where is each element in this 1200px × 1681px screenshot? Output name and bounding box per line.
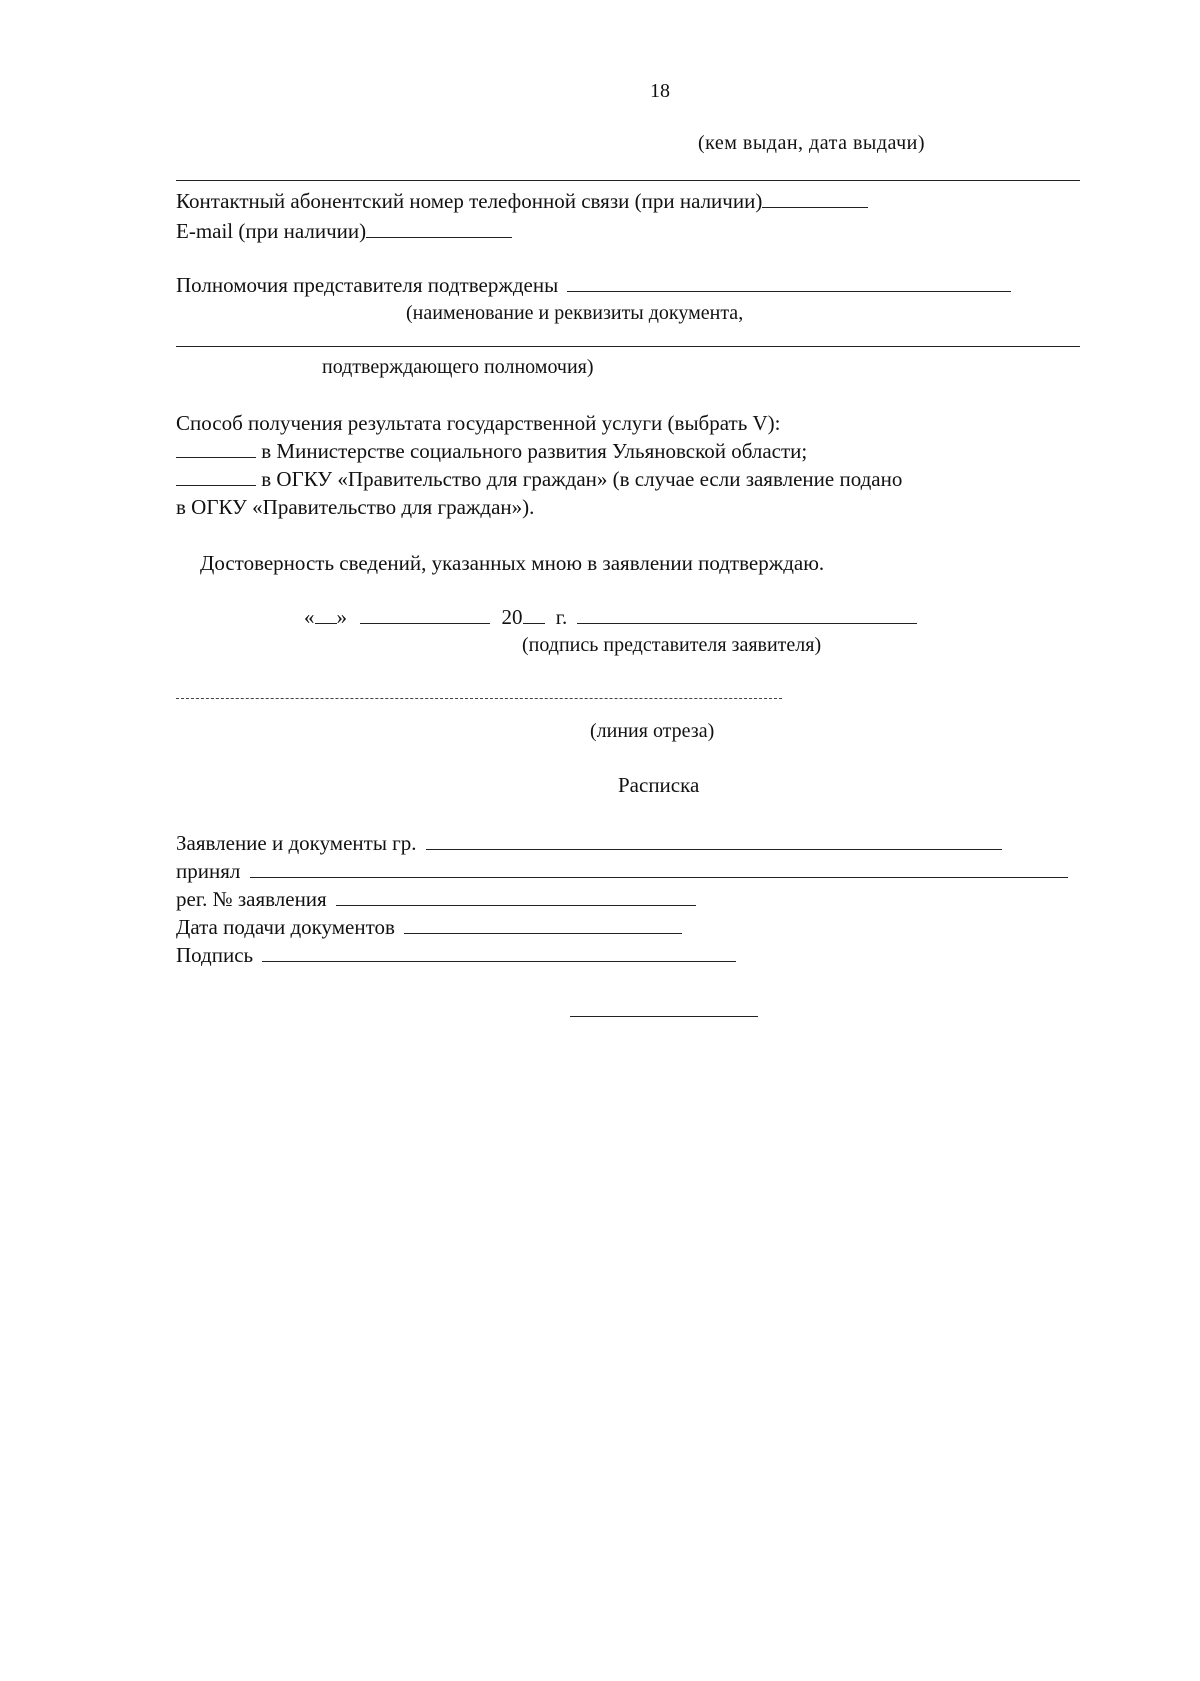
date-year-prefix: 20 [501, 605, 523, 629]
issued-underline [176, 180, 1080, 181]
authority-label [176, 272, 1011, 298]
authority-label-text: Полномочия представителя подтверждены [176, 273, 559, 297]
date-signature-line [304, 604, 917, 630]
receipt-date-field[interactable] [404, 915, 682, 934]
receipt-date-label: Дата подачи документов [176, 915, 395, 939]
cut-line [176, 698, 782, 699]
email-label [176, 218, 512, 244]
receipt-reg-number-label: рег. № заявления [176, 887, 327, 911]
receipt-row-accepted [176, 858, 1068, 884]
email-field[interactable] [366, 219, 512, 238]
method-option-2-continued: в ОГКУ «Правительство для граждан»). [176, 495, 535, 519]
method-option-2 [176, 466, 902, 492]
receipt-row-reg-number [176, 886, 696, 912]
method-option-1 [176, 438, 807, 464]
phone-field[interactable] [762, 189, 868, 208]
date-year-field[interactable] [523, 605, 545, 624]
method-option-1-text: в Министерстве социального развития Ульяновской области; [261, 439, 808, 463]
date-close-quote: » [336, 605, 347, 629]
cut-line-caption: (линия отреза) [590, 720, 715, 742]
receipt-applicant-label: Заявление и документы гр. [176, 831, 417, 855]
receipt-applicant-field[interactable] [426, 831, 1002, 850]
receipt-signature-label: Подпись [176, 943, 254, 967]
receipt-accepted-field[interactable] [250, 859, 1068, 878]
receipt-signature-field[interactable] [262, 943, 736, 962]
receipt-reg-number-field[interactable] [336, 887, 696, 906]
receipt-title: Расписка [618, 773, 700, 797]
method-option-2-checkbox[interactable] [176, 467, 256, 486]
date-year-suffix: г. [555, 605, 568, 629]
authority-caption-2: подтверждающего полномочия) [322, 356, 594, 378]
authority-caption-1: (наименование и реквизиты документа, [406, 302, 744, 324]
date-open-quote: « [304, 605, 315, 629]
date-month-field[interactable] [360, 605, 490, 624]
issued-caption: (кем выдан, дата выдачи) [698, 132, 925, 154]
authority-field[interactable] [567, 273, 1011, 292]
date-day-field[interactable] [315, 605, 337, 624]
confirmation-text: Достоверность сведений, указанных мною в заявлении подтверждаю. [200, 551, 825, 575]
method-title: Способ получения результата государственной услуги (выбрать V): [176, 411, 781, 435]
signature-field[interactable] [577, 605, 917, 624]
page-number: 18 [650, 80, 670, 102]
closing-rule [570, 1016, 758, 1017]
email-label-text: E-mail (при наличии) [176, 219, 367, 243]
receipt-row-applicant [176, 830, 1002, 856]
phone-label [176, 188, 868, 214]
receipt-accepted-label: принял [176, 859, 241, 883]
receipt-row-date [176, 914, 682, 940]
receipt-row-signature [176, 942, 736, 968]
signature-caption: (подпись представителя заявителя) [522, 634, 822, 656]
authority-underline-2[interactable] [176, 346, 1080, 347]
phone-label-text: Контактный абонентский номер телефонной связи (при наличии) [176, 189, 763, 213]
method-option-1-checkbox[interactable] [176, 439, 256, 458]
method-option-2-text: в ОГКУ «Правительство для граждан» (в случае если заявление подано [261, 467, 903, 491]
